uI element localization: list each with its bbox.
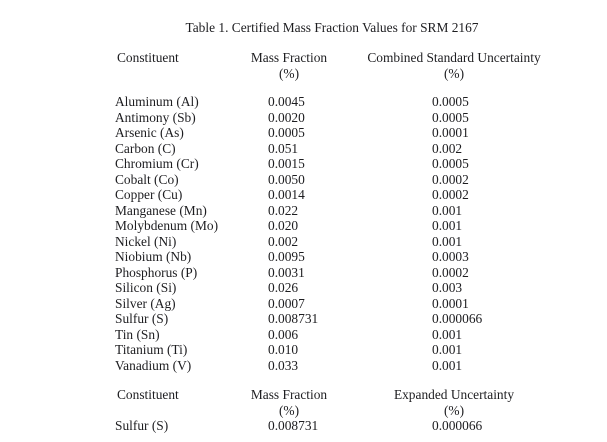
table-row: [115, 203, 570, 219]
table-title: Table 1. Certified Mass Fraction Values for SRM 2167: [185, 20, 479, 35]
uncertainty-header-label: Combined Standard Uncertainty: [367, 50, 541, 65]
uncertainty-cell: 0.001: [432, 233, 463, 249]
expanded-uncertainty-table-header: [115, 387, 570, 418]
mass-fraction-cell: 0.0014: [268, 187, 305, 202]
mass-fraction-cell: 0.0031: [268, 264, 305, 280]
mass-fraction-cell: 0.0007: [268, 295, 305, 311]
mass-fraction-cell: 0.008731: [268, 418, 319, 433]
mass-fraction-cell: 0.026: [268, 280, 299, 295]
mass-fraction-cell: 0.0020: [268, 109, 305, 125]
uncertainty-cell: 0.0001: [432, 295, 469, 311]
mass-fraction-cell: 0.0005: [268, 125, 305, 140]
table-row: [115, 187, 570, 203]
expanded-uncertainty-table: [115, 387, 570, 434]
mass-fraction-cell: 0.0045: [268, 94, 305, 109]
mass-fraction-unit-label: (%): [278, 65, 300, 81]
constituent-cell: Vanadium (V): [115, 357, 192, 373]
mass-fraction-cell: 0.0050: [268, 171, 305, 187]
mass-fraction-unit-label: (%): [278, 402, 300, 418]
uncertainty-cell: 0.001: [432, 326, 463, 342]
constituent-header-label: Constituent: [117, 50, 179, 65]
constituent-header-label: Constituent: [117, 387, 179, 402]
uncertainty-cell: 0.0005: [432, 94, 469, 109]
header-row: [115, 387, 570, 418]
constituent-cell: Tin (Sn): [115, 326, 160, 342]
uncertainty-cell: 0.000066: [432, 418, 483, 433]
table-row: [115, 172, 570, 188]
constituent-cell: Arsenic (As): [115, 125, 184, 140]
table-row: [115, 342, 570, 358]
mass-fraction-cell: 0.008731: [268, 311, 319, 326]
mass-fraction-cell: 0.010: [268, 342, 299, 357]
mass-fraction-cell: 0.002: [268, 233, 299, 249]
uncertainty-cell: 0.0005: [432, 156, 469, 171]
table-row: [115, 141, 570, 157]
uncertainty-unit-label: (%): [443, 65, 465, 81]
constituent-cell: Chromium (Cr): [115, 156, 199, 171]
uncertainty-cell: 0.0003: [432, 249, 469, 264]
constituent-cell: Copper (Cu): [115, 187, 183, 202]
mass-fraction-cell: 0.033: [268, 357, 299, 373]
uncertainty-cell: 0.0002: [432, 264, 469, 280]
constituent-column-header: [115, 387, 240, 418]
table-row: [115, 358, 570, 374]
table-row: [115, 265, 570, 281]
uncertainty-cell: 0.002: [432, 140, 463, 156]
constituent-cell: Carbon (C): [115, 140, 176, 156]
constituent-cell: Aluminum (Al): [115, 94, 199, 109]
constituent-cell: Antimony (Sb): [115, 109, 196, 125]
uncertainty-header-label: Expanded Uncertainty: [393, 387, 515, 402]
constituent-cell: Titanium (Ti): [115, 342, 188, 357]
uncertainty-unit-label: (%): [443, 402, 465, 418]
table-row: [115, 110, 570, 126]
uncertainty-cell: 0.0001: [432, 125, 469, 140]
certified-values-table: [115, 50, 570, 373]
constituent-cell: Silver (Ag): [115, 295, 176, 311]
mass-fraction-cell: 0.051: [268, 140, 299, 156]
uncertainty-cell: 0.0005: [432, 109, 469, 125]
uncertainty-cell: 0.003: [432, 280, 463, 295]
constituent-cell: Molybdenum (Mo): [115, 218, 219, 233]
table-row: [115, 156, 570, 172]
certified-values-table-body: [115, 94, 570, 373]
table-row: [115, 125, 570, 141]
combined-standard-uncertainty-column-header: [338, 50, 570, 94]
mass-fraction-cell: 0.0095: [268, 249, 305, 264]
mass-fraction-cell: 0.006: [268, 326, 299, 342]
table-row: [115, 296, 570, 312]
header-row: [115, 50, 570, 94]
table-row: [115, 311, 570, 327]
uncertainty-cell: 0.001: [432, 218, 463, 233]
table-row: [115, 234, 570, 250]
constituent-cell: Nickel (Ni): [115, 233, 177, 249]
mass-fraction-column-header: [240, 50, 338, 94]
table-row: [115, 218, 570, 234]
mass-fraction-cell: 0.0015: [268, 156, 305, 171]
uncertainty-cell: 0.0002: [432, 187, 469, 202]
constituent-cell: Sulfur (S): [115, 311, 169, 326]
expanded-uncertainty-column-header: [338, 387, 570, 418]
constituent-cell: Manganese (Mn): [115, 202, 207, 218]
table-row: [115, 94, 570, 110]
certified-values-table-header: [115, 50, 570, 94]
uncertainty-cell: 0.001: [432, 357, 463, 373]
uncertainty-cell: 0.000066: [432, 311, 483, 326]
mass-fraction-cell: 0.020: [268, 218, 299, 233]
expanded-uncertainty-table-body: [115, 418, 570, 434]
uncertainty-cell: 0.0002: [432, 171, 469, 187]
mass-fraction-column-header: [240, 387, 338, 418]
uncertainty-cell: 0.001: [432, 202, 463, 218]
mass-fraction-cell: 0.022: [268, 202, 299, 218]
mass-fraction-header-label: Mass Fraction: [250, 387, 328, 402]
table-row: [115, 327, 570, 343]
constituent-column-header: [115, 50, 240, 94]
constituent-cell: Sulfur (S): [115, 418, 169, 433]
constituent-cell: Phosphorus (P): [115, 264, 198, 280]
constituent-cell: Silicon (Si): [115, 280, 177, 295]
constituent-cell: Cobalt (Co): [115, 171, 179, 187]
mass-fraction-header-label: Mass Fraction: [250, 50, 328, 65]
table-row: [115, 249, 570, 265]
constituent-cell: Niobium (Nb): [115, 249, 192, 264]
table-row: [115, 418, 570, 434]
uncertainty-cell: 0.001: [432, 342, 463, 357]
table-row: [115, 280, 570, 296]
